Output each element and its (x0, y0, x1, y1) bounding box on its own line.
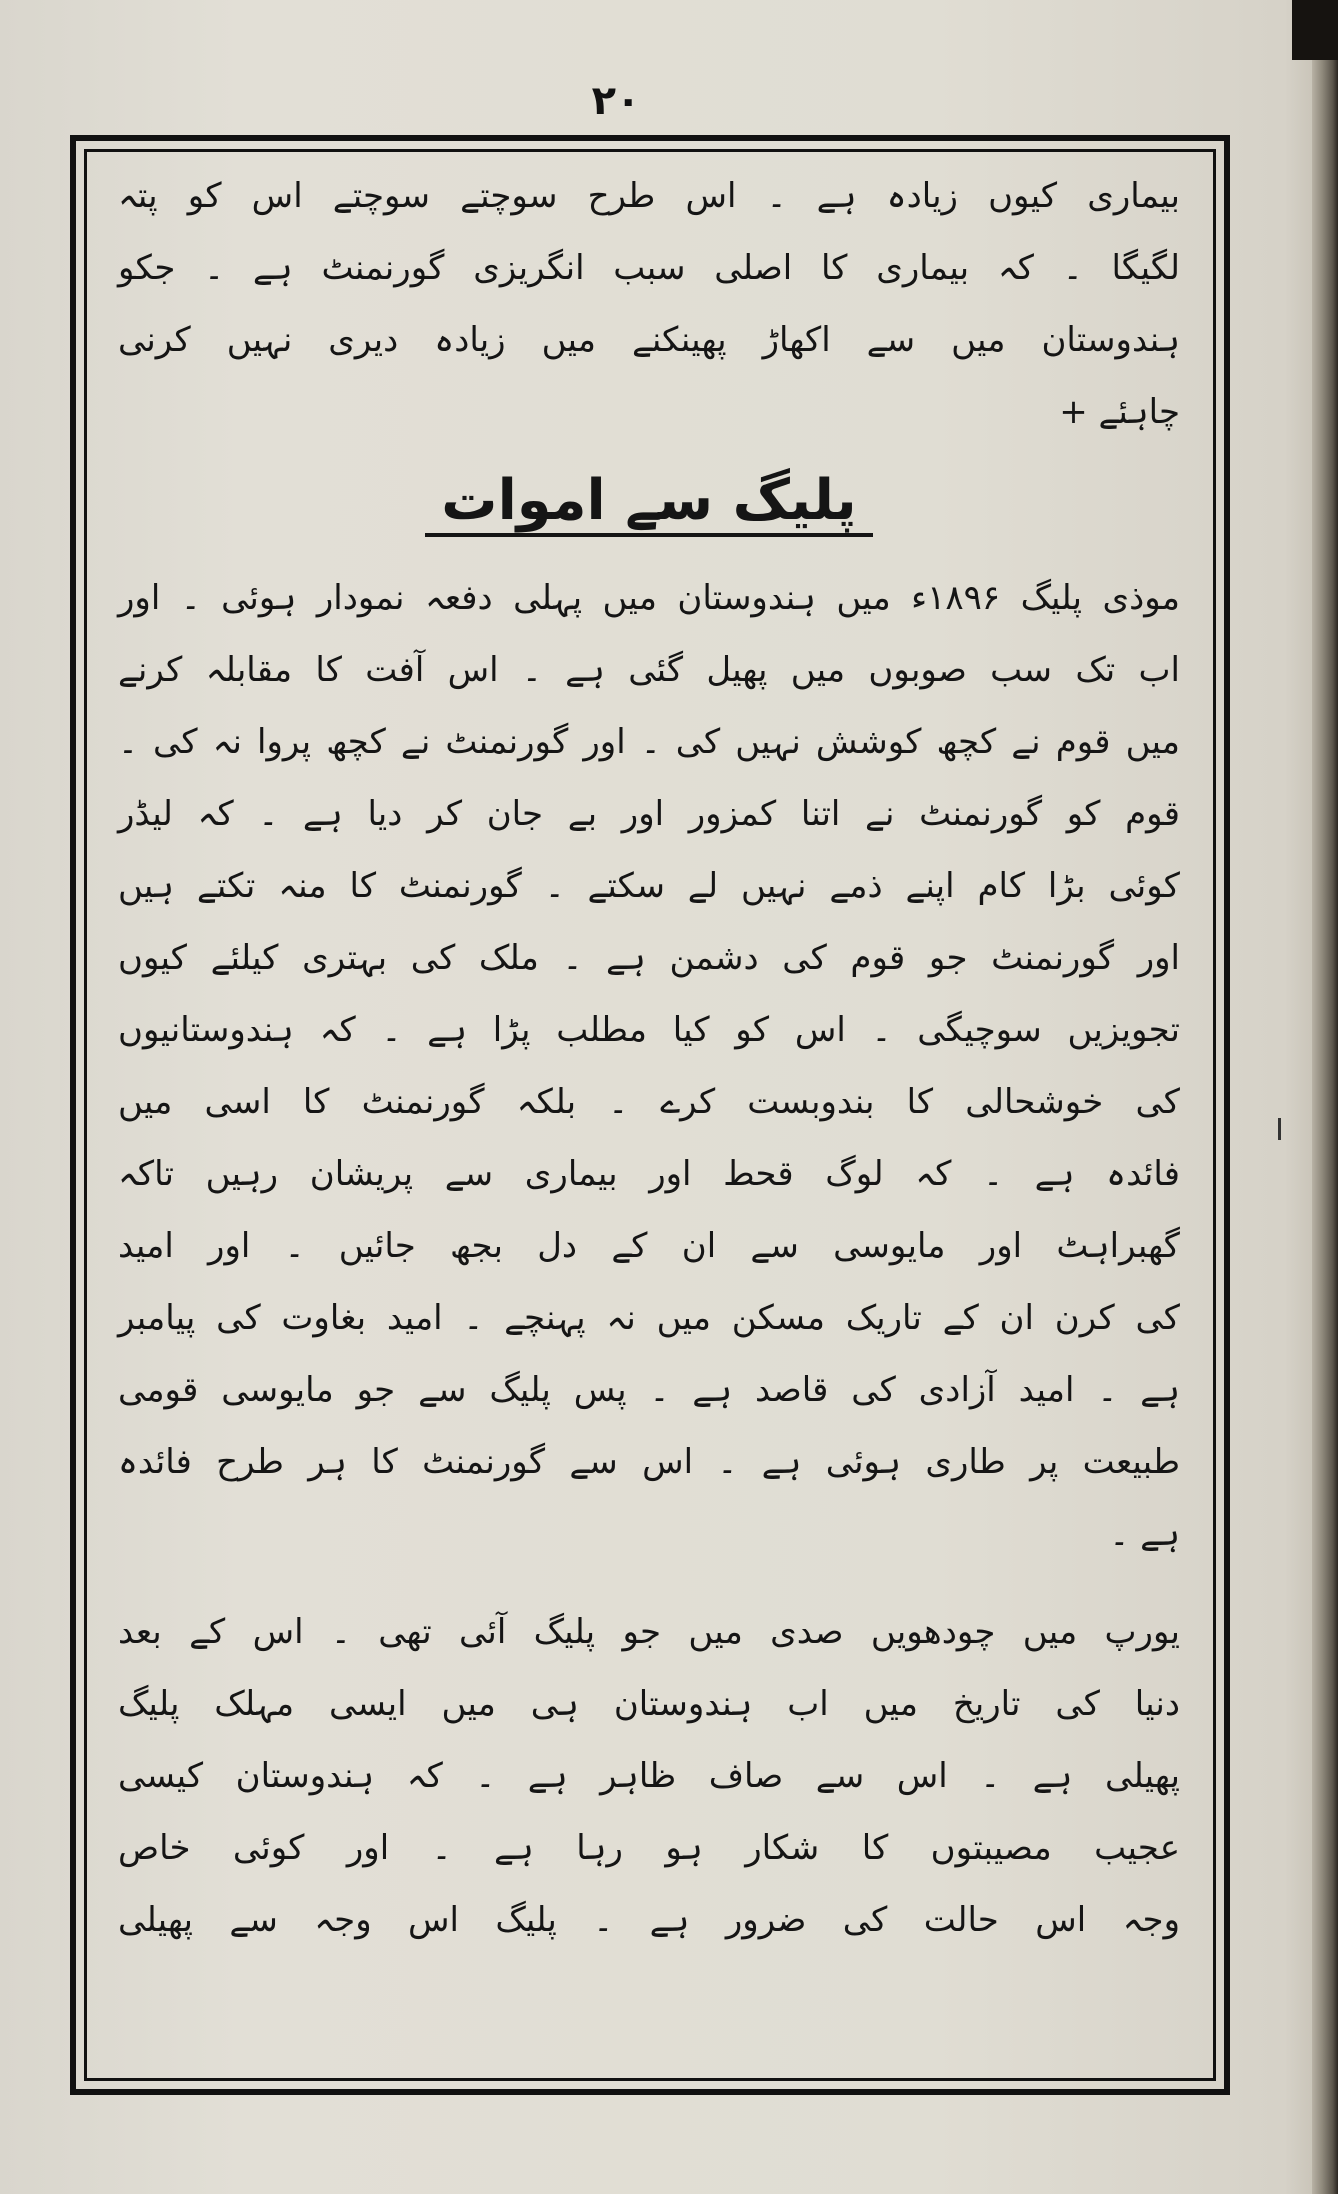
page-content (100, 160, 1198, 1956)
text-line: موذی پلیگ ۱۸۹۶ء میں ہندوستان میں پہلی دفعہ نمودار ہوئی ۔ اور (118, 578, 1180, 618)
text-line: چاہئے + (1059, 392, 1180, 432)
paragraph-plague (100, 562, 1198, 1570)
text-line: ہے ۔ (1109, 1514, 1180, 1554)
paragraph-intro (100, 160, 1198, 448)
page-number: ۲۰ (591, 78, 641, 124)
text-line: کی کرن ان کے تاریک مسکن میں نہ پہنچے ۔ امید بغاوت کی پیامبر (118, 1298, 1180, 1338)
paragraph-gap (100, 1570, 1198, 1596)
text-line: ہندوستان میں سے اکھاڑ پھینکنے میں زیادہ دیری نہیں کرنی (118, 320, 1180, 360)
text-line: بیماری کیوں زیادہ ہے ۔ اس طرح سوچتے سوچتے اس کو پتہ (118, 176, 1180, 216)
paragraph-europe (100, 1596, 1198, 1956)
text-line: دنیا کی تاریخ میں اب ہندوستان ہی میں ایسی مہلک پلیگ (118, 1684, 1180, 1724)
text-line: پھیلی ہے ۔ اس سے صاف ظاہر ہے ۔ کہ ہندوستان کیسی (118, 1756, 1180, 1796)
text-line: فائدہ ہے ۔ کہ لوگ قحط اور بیماری سے پریشان رہیں تاکہ (118, 1154, 1180, 1194)
text-line: یورپ میں چودھویں صدی میں جو پلیگ آئی تھی ۔ اس کے بعد (118, 1612, 1180, 1652)
section-heading (100, 456, 1198, 556)
text-line: طبیعت پر طاری ہوئی ہے ۔ اس سے گورنمنٹ کا ہر طرح فائدہ (118, 1442, 1180, 1482)
text-line: ہے ۔ امید آزادی کی قاصد ہے ۔ پس پلیگ سے جو مایوسی قومی (118, 1370, 1180, 1410)
text-line: قوم کو گورنمنٹ نے اتنا کمزور اور بے جان کر دیا ہے ۔ کہ لیڈر (118, 794, 1180, 834)
margin-mark (1278, 1118, 1281, 1140)
text-line: اب تک سب صوبوں میں پھیل گئی ہے ۔ اس آفت کا مقابلہ کرنے (118, 650, 1180, 690)
text-line: کوئی بڑا کام اپنے ذمے نہیں لے سکتے ۔ گورنمنٹ کا منہ تکتے ہیں (118, 866, 1180, 906)
text-line: میں قوم نے کچھ کوشش نہیں کی ۔ اور گورنمنٹ نے کچھ پروا نہ کی ۔ (118, 722, 1180, 762)
book-page-edge (1312, 0, 1338, 2194)
section-heading-text: پلیگ سے اموات (425, 468, 872, 537)
text-line: گھبراہٹ اور مایوسی سے ان کے دل بجھ جائیں ۔ اور امید (118, 1226, 1180, 1266)
scan-background-corner (1292, 0, 1338, 60)
text-line: اور گورنمنٹ جو قوم کی دشمن ہے ۔ ملک کی بہتری کیلئے کیوں (118, 938, 1180, 978)
text-line: عجیب مصیبتوں کا شکار ہو رہا ہے ۔ اور کوئی خاص (118, 1828, 1180, 1868)
text-line: تجویزیں سوچیگی ۔ اس کو کیا مطلب پڑا ہے ۔ کہ ہندوستانیوں (118, 1010, 1180, 1050)
text-line: کی خوشحالی کا بندوبست کرے ۔ بلکہ گورنمنٹ کا اسی میں (118, 1082, 1180, 1122)
text-line: وجہ اس حالت کی ضرور ہے ۔ پلیگ اس وجہ سے پھیلی (118, 1900, 1180, 1940)
text-line: لگیگا ۔ کہ بیماری کا اصلی سبب انگریزی گورنمنٹ ہے ۔ جکو (118, 248, 1180, 288)
